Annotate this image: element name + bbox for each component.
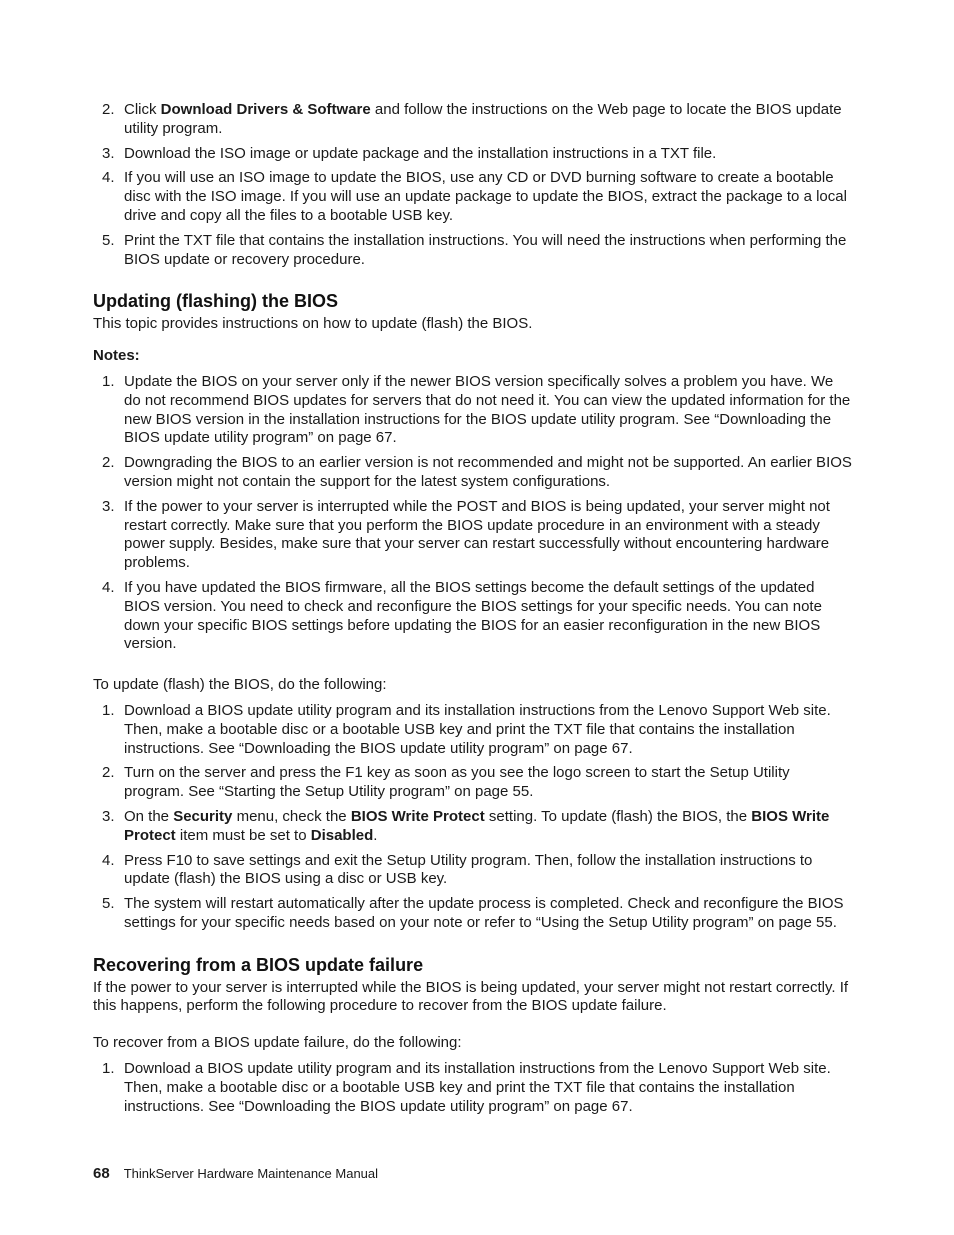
list-item xyxy=(93,1060,853,1116)
list-item xyxy=(93,808,853,846)
list-item xyxy=(93,169,853,225)
list-item xyxy=(93,373,853,448)
list-item-number: 2. xyxy=(102,764,115,782)
list-item xyxy=(93,232,853,270)
list-item-text: Update the BIOS on your server only if the newer BIOS version specifically solves a problem you have. We do not recommend BIOS updates for servers that do not need it. You can view the updated information for the new BIOS version in the installation instructions for the BIOS update utility program. See “Downloading the BIOS update utility program” on page 67. xyxy=(124,372,851,447)
list-item-text: Turn on the server and press the F1 key as soon as you see the logo screen to start the Setup Utility program. See “Starting the Setup Utility program” on page 55. xyxy=(124,764,790,801)
list-item xyxy=(93,579,853,654)
section2-steps-list xyxy=(93,1060,853,1116)
list-top xyxy=(93,101,853,269)
page-footer xyxy=(93,1165,378,1183)
list-item-number: 1. xyxy=(102,372,115,390)
heading-updating-bios: Updating (flashing) the BIOS xyxy=(93,291,338,312)
list-item xyxy=(93,101,853,139)
list-item xyxy=(93,454,853,492)
notes-label: Notes: xyxy=(93,347,140,365)
list-item-text: On the Security menu, check the BIOS Write Protect setting. To update (flash) the BIOS, the BIOS Write Protect item must be set to Disabled. xyxy=(124,807,830,844)
list-item-text: If you will use an ISO image to update the BIOS, use any CD or DVD burning software to create a bootable disc with the ISO image. If you will use an update package to update the BIOS, extract the package to a local drive and copy all the files to a bootable USB key. xyxy=(124,169,847,224)
list-item-text: The system will restart automatically after the update process is completed. Check and reconfigure the BIOS settings for your specific needs based on your note or refer to “Using the Setup Utility program” on page 55. xyxy=(124,895,844,931)
list-item xyxy=(93,852,853,890)
heading-recovering-bios: Recovering from a BIOS update failure xyxy=(93,954,424,975)
list-item-text: Click Download Drivers & Software and follow the instructions on the Web page to locate the BIOS update utility program. xyxy=(124,101,842,137)
list-item-number: 5. xyxy=(102,895,115,913)
list-item xyxy=(93,702,853,758)
list-item-text: Press F10 to save settings and exit the Setup Utility program. Then, follow the installation instructions to update (flash) the BIOS using a disc or USB key. xyxy=(124,851,813,888)
list-item-number: 3. xyxy=(102,497,115,515)
list-item-number: 2. xyxy=(102,454,115,472)
list-item-text: Print the TXT file that contains the installation instructions. You will need the instructions when performing the BIOS update or recovery procedure. xyxy=(124,231,847,268)
list-item-number: 1. xyxy=(102,1060,115,1078)
section1-intro: This topic provides instructions on how to update (flash) the BIOS. xyxy=(93,315,533,333)
list-item-number: 4. xyxy=(102,851,115,869)
list-item-number: 4. xyxy=(102,578,115,596)
page-content xyxy=(93,101,853,1122)
list-item xyxy=(93,498,853,573)
list-item xyxy=(93,895,853,933)
manual-title: ThinkServer Hardware Maintenance Manual xyxy=(123,1166,379,1181)
list-item xyxy=(93,145,853,164)
page-number: 68 xyxy=(93,1165,110,1182)
list-item-text: Download the ISO image or update package and the installation instructions in a TXT file. xyxy=(124,144,717,162)
list-item xyxy=(93,764,853,802)
list-item-number: 5. xyxy=(102,231,115,249)
list-item-number: 3. xyxy=(102,144,115,162)
section2-intro: If the power to your server is interrupted while the BIOS is being updated, your server might not restart correctly. If this happens, perform the following procedure to recover from the BIOS update failure. xyxy=(93,978,849,1015)
list-item-number: 4. xyxy=(102,169,115,187)
list-item-text: If you have updated the BIOS firmware, all the BIOS settings become the default settings of the updated BIOS version. You need to check and reconfigure the BIOS settings for your specific needs. You can note down your specific BIOS settings before updating the BIOS for an easier reconfiguration in the new BIOS version. xyxy=(124,578,822,653)
list-item-text: Download a BIOS update utility program and its installation instructions from the Lenovo Support Web site. Then, make a bootable disc or a bootable USB key and print the TXT file that contains the installation instructions. See “Downloading the BIOS update utility program” on page 67. xyxy=(124,701,831,757)
section1-steps-list xyxy=(93,702,853,933)
list-item-number: 2. xyxy=(102,101,115,118)
section2-steps-intro: To recover from a BIOS update failure, do the following: xyxy=(93,1034,462,1052)
list-item-text: Downgrading the BIOS to an earlier version is not recommended and might not be supported. An earlier BIOS version might not contain the support for the latest system configurations. xyxy=(124,454,852,490)
list-item-number: 1. xyxy=(102,701,115,719)
list-item-number: 3. xyxy=(102,807,115,825)
list-item-text: Download a BIOS update utility program and its installation instructions from the Lenovo Support Web site. Then, make a bootable disc or a bootable USB key and print the TXT file that contains the installation instructions. See “Downloading the BIOS update utility program” on page 67. xyxy=(124,1060,831,1115)
section1-steps-intro: To update (flash) the BIOS, do the following: xyxy=(93,676,387,694)
notes-list xyxy=(93,373,853,654)
list-item-text: If the power to your server is interrupted while the POST and BIOS is being updated, your server might not restart correctly. Make sure that you perform the BIOS update procedure in an environment with a steady power supply. Besides, make sure that your server can restart successfully without encountering hardware problems. xyxy=(124,497,830,572)
